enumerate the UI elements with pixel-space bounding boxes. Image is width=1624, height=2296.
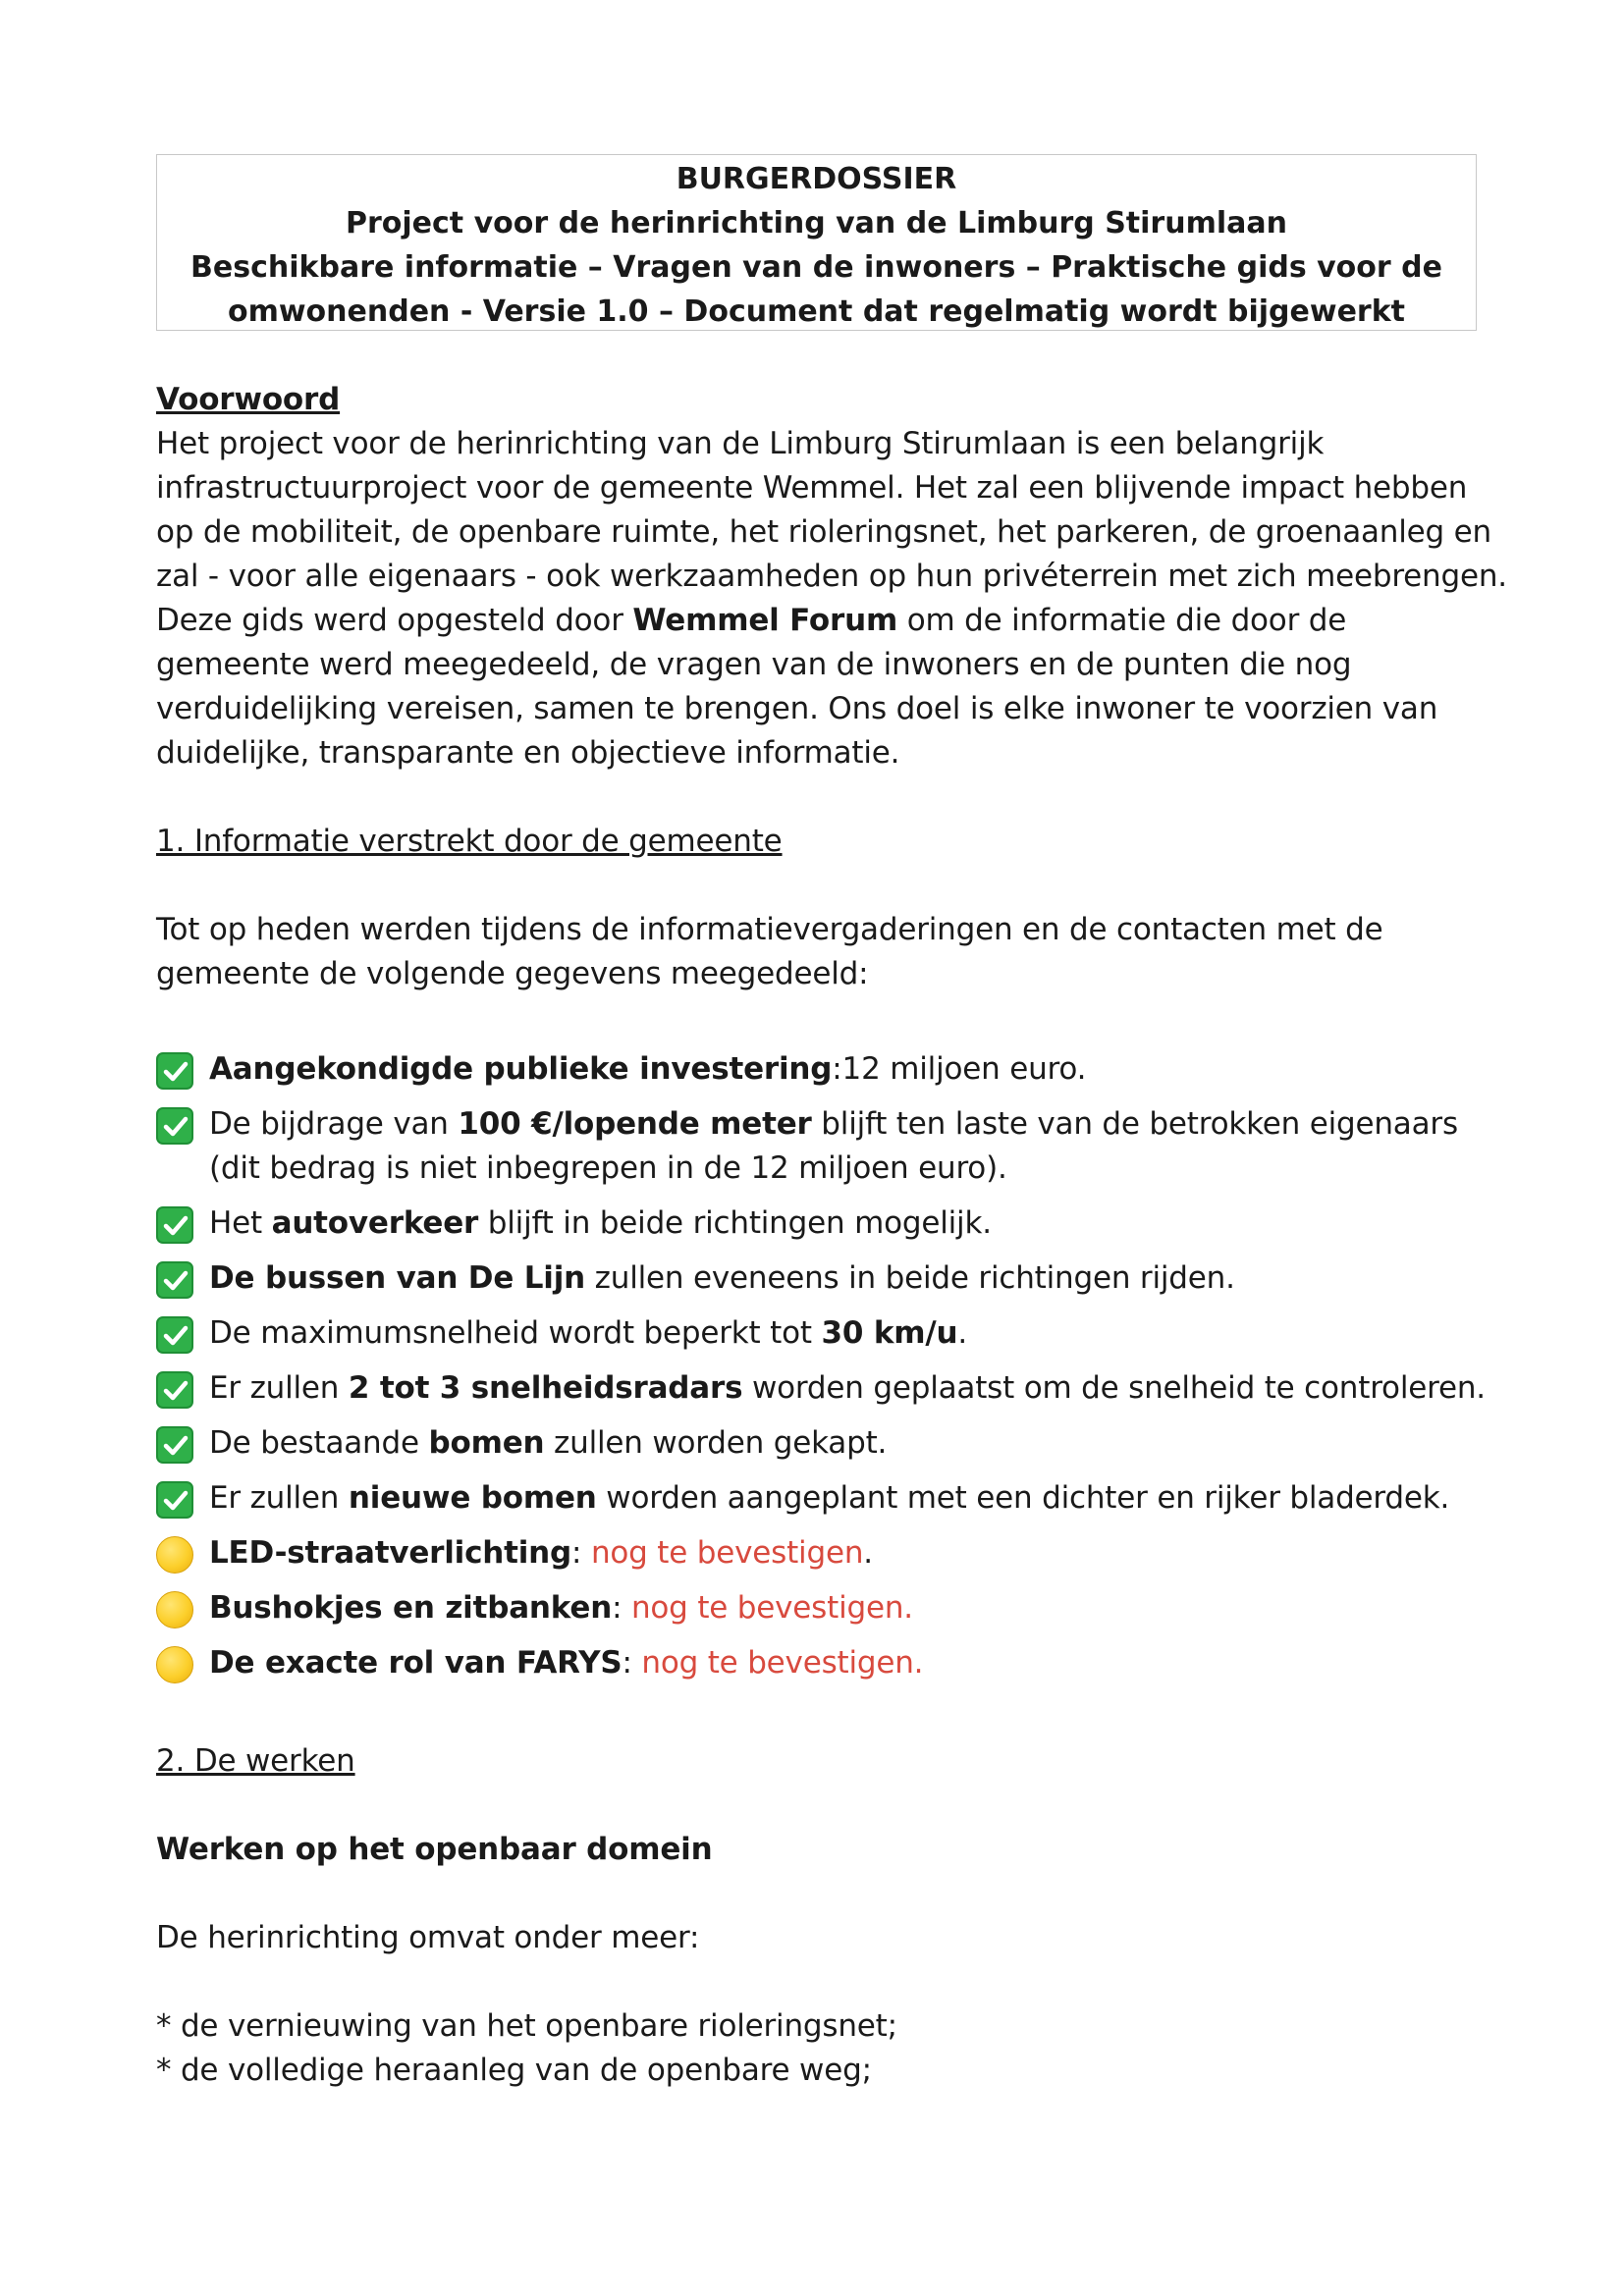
item-text: worden geplaatst om de snelheid te controleren. [742, 1370, 1486, 1406]
check-icon [156, 1107, 193, 1145]
info-item [156, 1256, 1477, 1301]
check-icon [156, 1052, 193, 1090]
check-icon [156, 1481, 193, 1519]
voorwoord-line: gemeente werd meegedeeld, de vragen van de inwoners en de punten die nog [156, 647, 1352, 682]
section-2-title: 2. De werken [156, 1743, 355, 1779]
item-highlight: nieuwe bomen [348, 1480, 597, 1516]
document-header-box [156, 154, 1477, 331]
item-text: blijft ten laste van de betrokken eigenaars [811, 1106, 1458, 1142]
info-item [156, 1201, 1477, 1246]
item-continuation: (dit bedrag is niet inbegrepen in de 12 miljoen euro). [209, 1150, 1007, 1186]
yellow-circle-icon [156, 1591, 193, 1629]
voorwoord-line: zal - voor alle eigenaars - ook werkzaamheden op hun privéterrein met zich meebrengen. [156, 559, 1507, 594]
item-text: : [612, 1590, 631, 1626]
pending-status: nog te bevestigen [590, 1535, 864, 1571]
info-item [156, 1366, 1486, 1411]
item-text: :12 miljoen euro. [832, 1051, 1087, 1087]
pending-status: nog te bevestigen. [641, 1645, 924, 1681]
pending-status: nog te bevestigen. [630, 1590, 913, 1626]
item-highlight: 30 km/u [821, 1315, 958, 1351]
item-highlight: De exacte rol van FARYS [209, 1645, 623, 1681]
item-text: De bestaande [209, 1425, 429, 1461]
item-text: Er zullen [209, 1370, 349, 1406]
info-list [156, 1047, 1486, 1685]
item-highlight: bomen [428, 1425, 545, 1461]
check-icon [156, 1426, 193, 1464]
info-item [156, 1586, 1477, 1630]
item-highlight: LED-straatverlichting [209, 1535, 572, 1571]
voorwoord-line [156, 599, 1477, 643]
item-text: zullen eveneens in beide richtingen rijden. [585, 1260, 1235, 1296]
header-subtitle-1: Beschikbare informatie – Vragen van de inwoners – Praktische gids voor de [190, 250, 1442, 285]
voorwoord-text: Deze gids werd opgesteld door [156, 603, 633, 638]
item-text: zullen worden gekapt. [544, 1425, 888, 1461]
check-icon [156, 1371, 193, 1409]
voorwoord-title: Voorwoord [156, 382, 341, 417]
info-item [156, 1311, 1477, 1356]
item-highlight: 100 €/lopende meter [458, 1106, 812, 1142]
voorwoord-text: om de informatie die door de [897, 603, 1347, 638]
item-highlight: autoverkeer [271, 1205, 479, 1241]
item-text: De bijdrage van [209, 1106, 459, 1142]
section-2-intro: De herinrichting omvat onder meer: [156, 1920, 700, 1955]
info-item [156, 1641, 1477, 1685]
voorwoord-line: infrastructuurproject voor de gemeente Wemmel. Het zal een blijvende impact hebben [156, 470, 1468, 506]
item-text: . [863, 1535, 873, 1571]
check-icon [156, 1316, 193, 1354]
voorwoord-line: verduidelijking vereisen, samen te brengen. Ons doel is elke inwoner te voorzien van [156, 691, 1438, 726]
list-item: * de vernieuwing van het openbare rioleringsnet; [156, 2008, 897, 2044]
section-1-intro: Tot op heden werden tijdens de informatievergaderingen en de contacten met de [156, 912, 1383, 947]
info-item [156, 1102, 1477, 1191]
item-highlight: Aangekondigde publieke investering [209, 1051, 833, 1087]
item-text: Het [209, 1205, 272, 1241]
document-body [156, 378, 1507, 2093]
item-highlight: Bushokjes en zitbanken [209, 1590, 613, 1626]
item-highlight: De bussen van De Lijn [209, 1260, 586, 1296]
voorwoord-line: op de mobiliteit, de openbare ruimte, het rioleringsnet, het parkeren, de groenaanleg en [156, 514, 1491, 550]
item-text: : [622, 1645, 642, 1681]
item-text: blijft in beide richtingen mogelijk. [478, 1205, 992, 1241]
header-subtitle-2: omwonenden - Versie 1.0 – Document dat regelmatig wordt bijgewerkt [227, 294, 1406, 329]
header-project: Project voor de herinrichting van de Limburg Stirumlaan [346, 206, 1287, 240]
yellow-circle-icon [156, 1536, 193, 1574]
info-item [156, 1531, 1477, 1575]
list-item: * de volledige heraanleg van de openbare weg; [156, 2053, 872, 2088]
check-icon [156, 1261, 193, 1299]
header-title: BURGERDOSSIER [676, 162, 957, 196]
section-1-title: 1. Informatie verstrekt door de gemeente [156, 824, 783, 859]
item-text: . [957, 1315, 967, 1351]
item-text: worden aangeplant met een dichter en rijker bladerdek. [596, 1480, 1450, 1516]
section-1-intro: gemeente de volgende gegevens meegedeeld: [156, 956, 869, 991]
info-item [156, 1047, 1477, 1092]
item-text: De maximumsnelheid wordt beperkt tot [209, 1315, 822, 1351]
yellow-circle-icon [156, 1646, 193, 1683]
item-text: : [571, 1535, 591, 1571]
org-name: Wemmel Forum [632, 603, 898, 638]
check-icon [156, 1206, 193, 1244]
section-2-subtitle: Werken op het openbaar domein [156, 1832, 713, 1867]
voorwoord-line: Het project voor de herinrichting van de Limburg Stirumlaan is een belangrijk [156, 426, 1325, 461]
info-item [156, 1421, 1477, 1466]
item-text: Er zullen [209, 1480, 349, 1516]
voorwoord-line: duidelijke, transparante en objectieve informatie. [156, 735, 900, 771]
info-item [156, 1476, 1477, 1521]
item-highlight: 2 tot 3 snelheidsradars [348, 1370, 743, 1406]
